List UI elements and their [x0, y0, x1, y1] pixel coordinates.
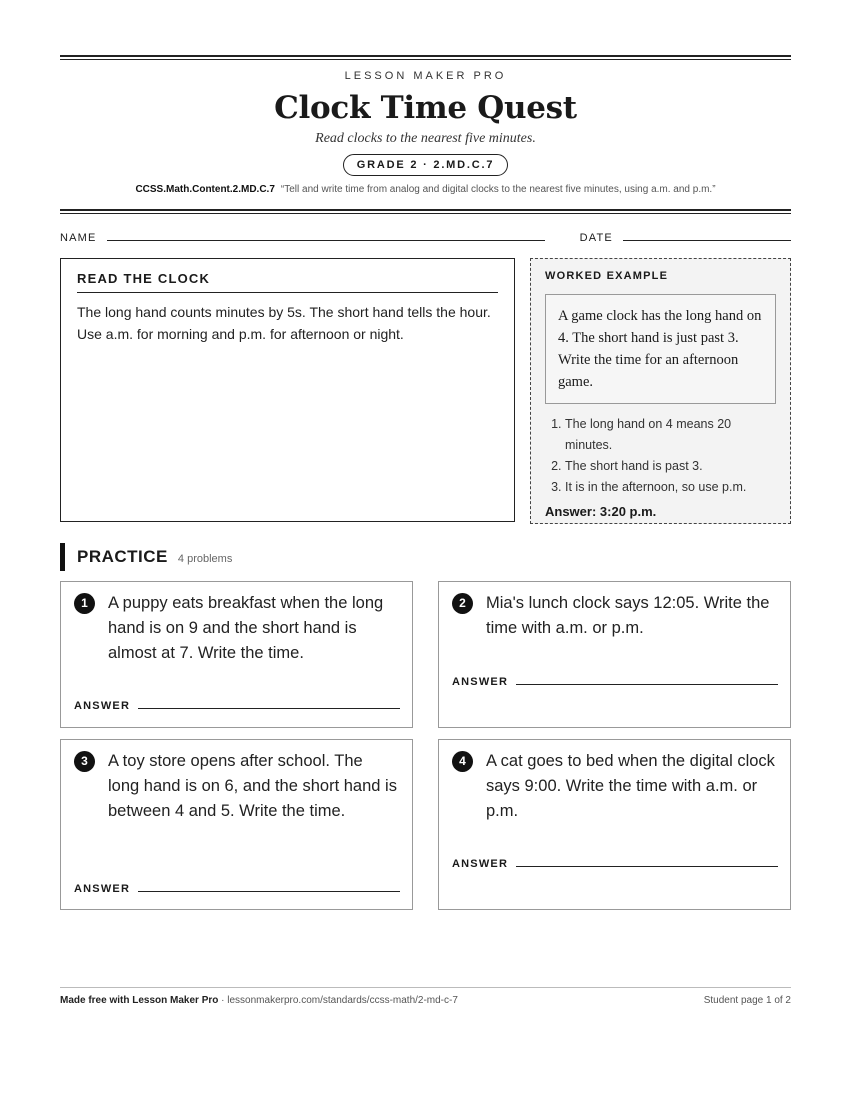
- problem-number-badge: 1: [74, 593, 95, 614]
- brand-name: LESSON MAKER PRO: [344, 70, 507, 82]
- answer-label: ANSWER: [452, 676, 509, 688]
- read-the-clock-box: [60, 258, 515, 522]
- footer-made-with: Made free with Lesson Maker Pro: [60, 995, 219, 1006]
- worked-example-heading: WORKED EXAMPLE: [545, 270, 669, 282]
- worksheet-title: Clock Time Quest: [274, 90, 577, 126]
- problem-number-badge: 2: [452, 593, 473, 614]
- answer-label: ANSWER: [452, 858, 509, 870]
- footer-page-number: Student page 1 of 2: [703, 995, 791, 1006]
- worked-example-problem: A game clock has the long hand on 4. The short hand is just past 3. Write the time for an afternoon game.: [545, 294, 776, 404]
- answer-field[interactable]: [138, 707, 400, 709]
- standard-code: CCSS.Math.Content.2.MD.C.7: [135, 184, 275, 195]
- standard-line: [60, 184, 791, 195]
- worked-example-answer: Answer: 3:20 p.m.: [545, 504, 657, 519]
- standard-text: “Tell and write time from analog and digital clocks to the nearest five minutes, using a.m. and p.m.”: [280, 184, 716, 195]
- worked-example-step: 1. The long hand on 4 means 20 minutes.: [565, 414, 776, 456]
- answer-row: [74, 883, 400, 895]
- name-field[interactable]: [107, 239, 545, 241]
- grade-badge: GRADE 2 · 2.MD.C.7: [343, 154, 509, 176]
- problem-number-badge: 3: [74, 751, 95, 772]
- footer-credit: [60, 995, 458, 1006]
- practice-card-4: [438, 739, 791, 910]
- date-label: DATE: [579, 232, 613, 244]
- problem-text: Mia's lunch clock says 12:05. Write the time with a.m. or p.m.: [486, 594, 770, 637]
- worked-example-box: [530, 258, 791, 524]
- answer-field[interactable]: [516, 683, 778, 685]
- date-field[interactable]: [623, 239, 791, 241]
- practice-card-2: [438, 581, 791, 728]
- problem-text: A cat goes to bed when the digital clock says 9:00. Write the time with a.m. or p.m.: [486, 752, 775, 820]
- read-the-clock-heading: READ THE CLOCK: [77, 271, 498, 293]
- worksheet-subtitle: Read clocks to the nearest five minutes.: [315, 131, 536, 146]
- name-date-row: [60, 232, 791, 244]
- practice-count: 4 problems: [177, 552, 233, 565]
- worked-example-step: 2. The short hand is past 3.: [565, 456, 776, 477]
- problem-text: A toy store opens after school. The long hand is on 6, and the short hand is between 4 and 5. Write the time.: [108, 752, 397, 820]
- practice-card-1: [60, 581, 413, 728]
- answer-row: [74, 700, 400, 712]
- practice-card-3: [60, 739, 413, 910]
- answer-row: [452, 858, 778, 870]
- page-footer: [60, 987, 791, 1006]
- header-bottom-rule: [60, 209, 791, 214]
- problem-number-badge: 4: [452, 751, 473, 772]
- read-the-clock-body: The long hand counts minutes by 5s. The short hand tells the hour. Use a.m. for morning and p.m. for afternoon or night.: [77, 304, 491, 342]
- answer-field[interactable]: [516, 865, 778, 867]
- header-top-rule: [60, 55, 791, 60]
- answer-row: [452, 676, 778, 688]
- worked-example-steps: [545, 414, 776, 498]
- answer-label: ANSWER: [74, 883, 131, 895]
- answer-label: ANSWER: [74, 700, 131, 712]
- footer-url[interactable]: · lessonmakerpro.com/standards/ccss-math/2-md-c-7: [218, 995, 458, 1006]
- practice-title: PRACTICE: [77, 547, 168, 566]
- name-label: NAME: [60, 232, 97, 244]
- answer-field[interactable]: [138, 890, 400, 892]
- practice-header: [60, 543, 791, 571]
- problem-text: A puppy eats breakfast when the long hand is on 9 and the short hand is almost at 7. Write the time.: [108, 594, 384, 662]
- worked-example-step: 3. It is in the afternoon, so use p.m.: [565, 477, 776, 498]
